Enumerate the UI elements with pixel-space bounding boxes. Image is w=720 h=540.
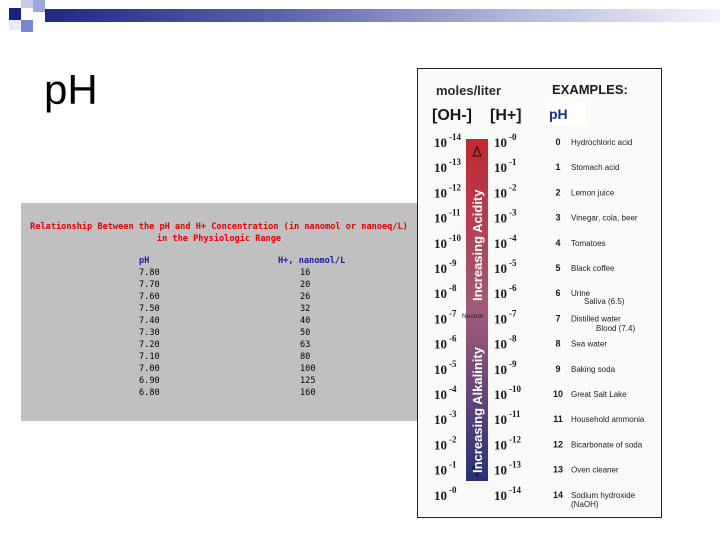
ph-value: 0 [555,137,561,147]
ph-value: 9 [555,363,561,374]
example-substance: Baking soda [571,364,616,374]
alkalinity-label: Increasing Alkalinity [470,347,485,473]
ph-scale-figure [417,68,662,518]
oh-base-10: 10 [434,387,447,402]
corner-square-blue [21,20,33,32]
cell-ph: 7.60 [139,292,160,302]
example-substance: Household ammonia [571,415,645,425]
oh-base-10: 10 [434,185,447,201]
example-substance: Sodium hydroxide [571,490,636,500]
h-base-10: 10 [494,160,507,176]
h-exponent: -12 [509,434,521,445]
sub-example-naoh: (NaOH) [571,500,599,509]
oh-exponent: -12 [449,182,461,193]
oh-exponent: -10 [449,232,461,243]
example-substance: Black coffee [571,264,615,273]
h-base-10: 10 [494,185,507,201]
corner-square-pale [9,20,21,30]
slide-title: pH [44,66,98,113]
ph-value: 12 [552,439,564,450]
table-row [21,327,418,339]
h-exponent: -5 [509,258,517,268]
cell-ph: 7.80 [139,268,160,278]
acidity-label: Increasing Acidity [470,189,485,301]
oh-exponent: -6 [449,333,457,344]
neutral-label: Neutral [462,313,483,320]
h-exponent: -0 [509,132,517,142]
table-row [21,291,418,303]
oh-header: [OH-] [432,107,472,124]
oh-base-10: 10 [434,487,447,503]
oh-exponent: -11 [449,207,461,218]
ph-scale-svg [418,69,661,517]
cell-ph: 7.00 [139,364,160,374]
example-substance: Tomatoes [571,238,606,248]
cell-ph: 7.50 [139,304,160,314]
cell-ph: 7.70 [139,280,160,290]
oh-exponent: -9 [449,258,457,268]
oh-exponent: -14 [449,132,461,142]
oh-base-10: 10 [434,160,447,176]
h-base-10: 10 [494,462,507,478]
corner-square-medium [33,0,45,12]
cell-h-concentration: 125 [300,376,316,386]
oh-base-10: 10 [434,412,447,428]
h-exponent: -2 [509,182,517,193]
ph-value: 14 [552,489,564,500]
ph-h-table [21,255,418,399]
h-exponent: -8 [509,333,517,344]
ph-value: 8 [555,338,561,349]
ph-value: 2 [555,187,561,198]
cell-ph: 6.90 [139,376,160,386]
cell-h-concentration: 26 [300,292,311,302]
cell-h-concentration: 160 [300,388,316,398]
table-header-row [21,255,418,267]
h-exponent: -11 [509,409,521,420]
ph-value: 7 [555,313,561,324]
oh-base-10: 10 [434,135,447,150]
ph-value: 3 [555,212,561,223]
example-substance: Bicarbonate of soda [571,440,643,450]
cell-h-concentration: 40 [300,316,311,326]
examples-label: EXAMPLES: [552,82,628,97]
ph-value: 5 [555,263,561,273]
h-exponent: -7 [509,308,517,319]
corner-square-light [21,0,33,8]
h-exponent: -1 [509,157,517,168]
table-row [21,267,418,279]
cell-h-concentration: 32 [300,304,311,314]
oh-exponent: -1 [449,459,457,470]
cell-h-concentration: 50 [300,328,311,338]
ph-value: 4 [555,237,561,248]
example-substance: Stomach acid [571,163,620,173]
cell-h-concentration: 20 [300,280,311,290]
oh-base-10: 10 [434,286,447,302]
table-row [21,375,418,387]
sub-example-saliva: Saliva (6.5) [584,297,625,306]
example-substance: Hydrochloric acid [571,138,633,147]
ph-value: 13 [552,464,564,475]
table-row [21,363,418,375]
h-exponent: -4 [509,232,517,243]
header-ph: pH [139,256,150,266]
h-header: [H+] [490,107,522,124]
h-exponent: -14 [509,484,521,495]
cell-h-concentration: 63 [300,340,311,350]
h-base-10: 10 [494,387,507,402]
sub-example-blood: Blood (7.4) [596,324,636,333]
ph-value: 6 [555,288,561,299]
example-substance: Sea water [571,339,608,349]
h-base-10: 10 [494,135,507,150]
table-row [21,351,418,363]
table-row [21,387,418,399]
h-base-10: 10 [494,261,507,276]
ph-value: 11 [553,414,563,425]
oh-exponent: -5 [449,358,457,369]
table-caption: Relationship Between the pH and H+ Concentration (in nanomol or nanoeq/L) in the Physiologic Range [30,222,408,244]
cell-h-concentration: 80 [300,352,311,362]
corner-square-dark [9,8,21,20]
table-row [21,279,418,291]
cell-ph: 6.80 [139,388,160,398]
oh-base-10: 10 [434,311,447,327]
example-substance: Distilled water [571,314,621,324]
ph-table-panel [21,203,418,421]
cell-h-concentration: 100 [300,364,316,374]
ph-value: 10 [552,389,564,399]
oh-base-10: 10 [434,462,447,478]
oh-base-10: 10 [434,261,447,276]
ph-header: pH [549,106,568,122]
cell-ph: 7.40 [139,316,160,326]
oh-base-10: 10 [434,235,447,251]
title-bar-gradient [45,9,720,22]
h-base-10: 10 [494,437,507,453]
h-base-10: 10 [494,311,507,327]
cell-ph: 7.20 [139,340,160,350]
h-exponent: -13 [509,459,521,470]
example-substance: Great Salt Lake [571,390,627,399]
oh-base-10: 10 [434,336,447,352]
cell-h-concentration: 16 [300,268,311,278]
cell-ph: 7.10 [139,352,160,362]
oh-base-10: 10 [434,210,447,226]
oh-base-10: 10 [434,361,447,377]
oh-exponent: -7 [449,308,457,319]
table-row [21,339,418,351]
oh-base-10: 10 [434,437,447,453]
units-label: moles/liter [436,83,502,98]
table-row [21,315,418,327]
example-substance: Urine [571,289,591,299]
h-base-10: 10 [494,235,507,251]
h-base-10: 10 [494,487,507,503]
h-base-10: 10 [494,361,507,377]
h-exponent: -6 [509,283,517,294]
header-h-concentration: H+, nanomol/L [278,256,346,266]
oh-exponent: -4 [449,384,457,394]
h-base-10: 10 [494,286,507,302]
h-base-10: 10 [494,412,507,428]
oh-exponent: -13 [449,157,461,168]
oh-exponent: -2 [449,434,457,445]
example-substance: Oven cleaner [571,465,619,475]
h-exponent: -3 [509,207,517,218]
h-base-10: 10 [494,210,507,226]
example-substance: Lemon juice [571,188,615,198]
oh-exponent: -3 [449,409,457,420]
h-exponent: -9 [509,358,517,369]
example-substance: Vinegar, cola, beer [571,213,638,223]
table-row [21,303,418,315]
h-base-10: 10 [494,336,507,352]
oh-exponent: -8 [449,283,457,294]
oh-exponent: -0 [449,484,457,495]
h-exponent: -10 [509,384,521,394]
ph-value: 1 [555,162,561,173]
cell-ph: 7.30 [139,328,160,338]
